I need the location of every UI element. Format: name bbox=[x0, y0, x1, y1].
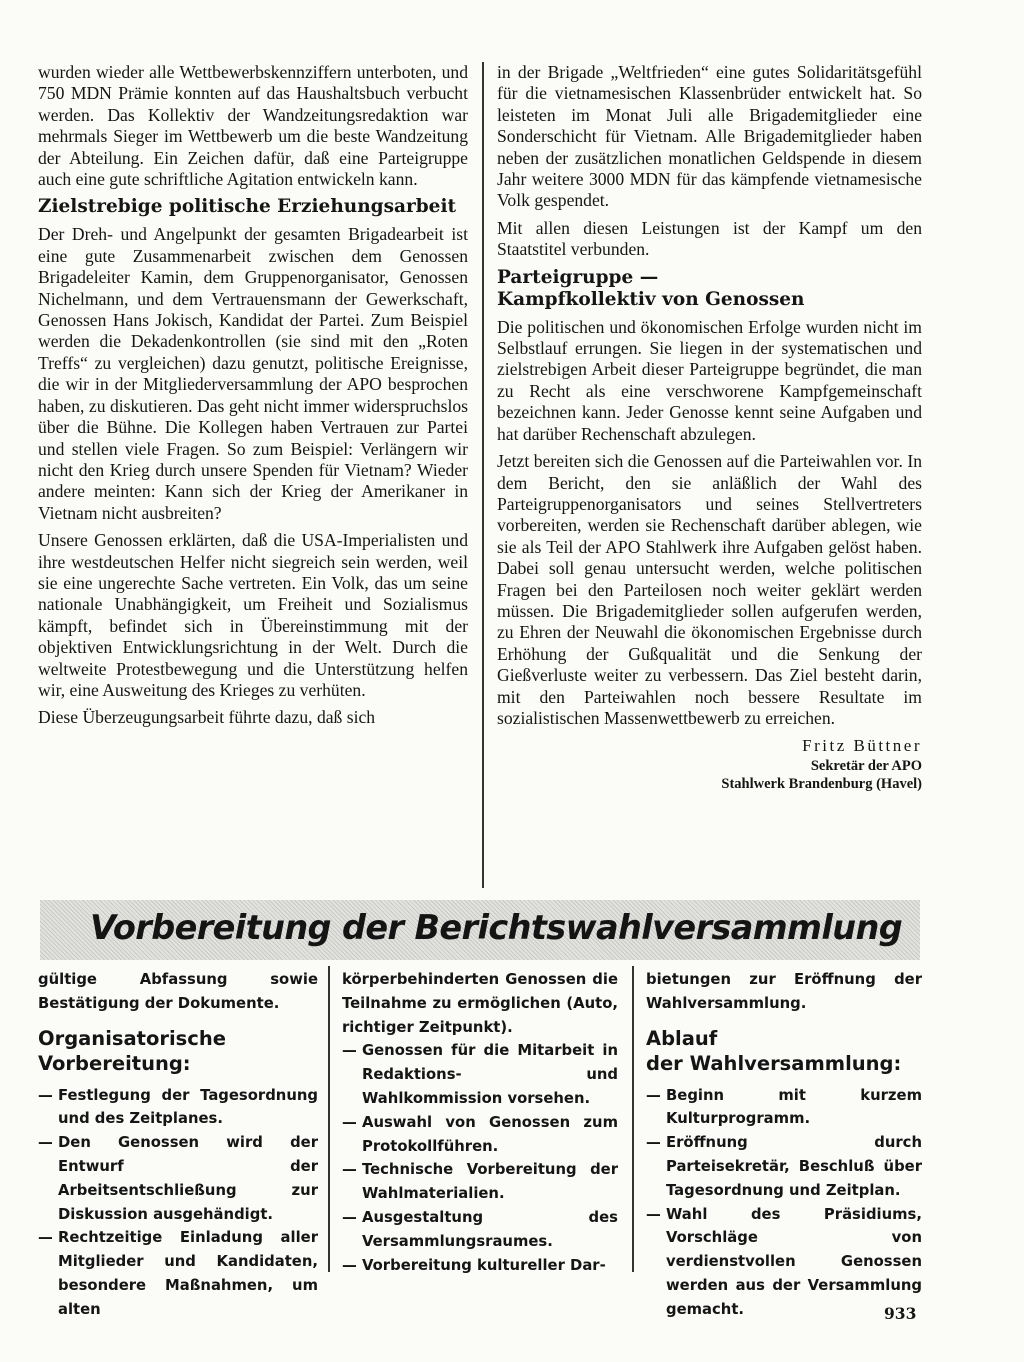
list-item: — Vorbereitung kultureller Dar- bbox=[342, 1254, 618, 1278]
bullet-list bbox=[38, 1084, 318, 1322]
paragraph: bietungen zur Eröffnung der Wahlversammlung. bbox=[646, 971, 922, 1012]
heading-line: Parteigruppe — bbox=[497, 266, 659, 288]
paragraph: Diese Überzeugungsarbeit führte dazu, daß sich bbox=[38, 707, 376, 728]
page-number: 933 bbox=[884, 1304, 917, 1323]
list-item: — Wahl des Präsidiums, Vorschläge von verdienstvollen Genossen werden aus der Versammlung gemacht. bbox=[646, 1203, 922, 1322]
list-item: — Den Genossen wird der Entwurf der Arbeitsentschließung zur Diskussion ausgehändigt. bbox=[38, 1131, 318, 1226]
section-heading bbox=[497, 267, 922, 311]
article-column-left bbox=[38, 62, 468, 735]
paragraph: Jetzt bereiten sich die Genossen auf die Parteiwahlen vor. In dem Bericht, den sie anläßlich der Wahl des Parteigruppenorganisators und seines Stellvertreters vorbereiten, werden sie Rechenschaft darüber ablegen, wie sie als Teil der APO Stahlwerk ihre Aufgaben gelöst haben. Dabei soll genau untersucht werden, welche politischen Fragen bei den Parteilosen noch weiter geklärt werden müssen. Die Brigademitglieder sollen aufgerufen werden, zu Ehren der Neuwahl die ökonomischen Ergebnisse durch Erhöhung der Gußqualität und die Senkung der Gießverluste weiter zu verbessern. Das Ziel besteht darin, mit den Parteiwahlen noch bessere Resultate im sozialistischen Massenwettbewerb zu erreichen. bbox=[497, 451, 922, 728]
paragraph: in der Brigade „Weltfrieden“ eine gutes Solidaritätsgefühl für die vietnamesischen Klassenbrüder entwickelt hat. So leisteten im Monat Juli alle Brigademitglieder eine Sonderschicht für Vietnam. Alle Brigademitglieder haben neben der zusätzlichen monatlichen Geldspende in diesem Jahr weitere 3000 MDN für das kämpfende vietnamesische Volk gespendet. bbox=[497, 62, 922, 211]
section-banner bbox=[40, 900, 920, 960]
paragraph: Die politischen und ökonomischen Erfolge wurden nicht im Selbstlauf errungen. Sie liegen in der systematischen und zielstrebigen Arbeit dieser Parteigruppe begründet, die man zu Recht als eine verschworene Kampfgemeinschaft bezeichnen kann. Jeder Genosse kennt seine Aufgaben und hat darüber Rechenschaft abzulegen. bbox=[497, 316, 922, 444]
column-divider bbox=[482, 62, 484, 888]
heading-line: Vorbereitung: bbox=[38, 1051, 191, 1075]
bullet-list bbox=[646, 1084, 922, 1322]
list-item: — Festlegung der Tagesordnung und des Zeitplanes. bbox=[38, 1084, 318, 1132]
paragraph: gültige Abfassung sowie Bestätigung der Dokumente. bbox=[38, 971, 318, 1012]
column-divider bbox=[328, 966, 330, 1272]
paragraph: Mit allen diesen Leistungen ist der Kampf um den Staatstitel verbunden. bbox=[497, 217, 922, 260]
heading-line: Ablauf bbox=[646, 1026, 718, 1050]
bottom-column-2 bbox=[342, 968, 618, 1277]
list-item: — Genossen für die Mitarbeit in Redaktions- und Wahlkommission vorsehen. bbox=[342, 1039, 618, 1110]
paragraph: körperbehinderten Genossen die Teilnahme zu ermöglichen (Auto, richtiger Zeitpunkt). bbox=[342, 971, 618, 1036]
article-column-right bbox=[497, 62, 922, 793]
subsection-heading bbox=[646, 1026, 922, 1076]
list-item: — Ausgestaltung des Versammlungsraumes. bbox=[342, 1206, 618, 1254]
signature-block bbox=[497, 735, 922, 792]
author-affiliation: Stahlwerk Brandenburg (Havel) bbox=[721, 775, 922, 792]
list-item: — Technische Vorbereitung der Wahlmaterialien. bbox=[342, 1158, 618, 1206]
column-divider bbox=[632, 966, 634, 1272]
section-heading: Zielstrebige politische Erziehungsarbeit bbox=[38, 196, 457, 218]
list-item: — Eröffnung durch Parteisekretär, Beschluß über Tagesordnung und Zeitplan. bbox=[646, 1131, 922, 1202]
heading-line: der Wahlversammlung: bbox=[646, 1051, 902, 1075]
paragraph: wurden wieder alle Wettbewerbskennziffern unterboten, und 750 MDN Prämie konnten auf das Haushaltsbuch verbucht werden. Das Kollektiv der Wandzeitungsredaktion war mehrmals Sieger im Wettbewerb um die beste Wandzeitung der Abteilung. Ein Zeichen dafür, daß eine Parteigruppe auch eine gute schriftliche Agitation entwickeln kann. bbox=[38, 62, 468, 190]
paragraph: Der Dreh- und Angelpunkt der gesamten Brigadearbeit ist eine gute Zusammenarbeit zwischen dem Genossen Brigadeleiter Kamin, dem Gruppenorganisator, Genossen Nichelmann, und dem Vertrauensmann der Gewerkschaft, Genossen Hans Jokisch, Kandidat der Partei. Zum Beispiel werden die Dekadenkontrollen (sie sind mit den „Roten Treffs“ zu vergleichen) dazu genutzt, politische Ereignisse, die wir in der Mitgliederversammlung der APO besprochen haben, zu diskutieren. Das geht nicht immer widerspruchslos über die Bühne. Die Kollegen haben Vertrauen zur Partei und stellen viele Fragen. So zum Beispiel: Verlängern wir nicht den Krieg durch unsere Spenden für Vietnam? Wieder andere meinten: Kann sich der Krieg der Amerikaner in Vietnam nicht ausbreiten? bbox=[38, 224, 468, 523]
paragraph: Unsere Genossen erklärten, daß die USA-Imperialisten und ihre westdeutschen Helfer nicht siegreich sein werden, weil sie eine ungerechte Sache vertreten. Ein Volk, das um seine nationale Unabhängigkeit, um Freiheit und Sozialismus kämpft, befindet sich in Übereinstimmung mit der objektiven Entwicklungsrichtung in der Welt. Durch die weltweite Protestbewegung und die Unterstützung helfen wir, eine Ausweitung des Krieges zu verhüten. bbox=[38, 530, 468, 700]
banner-title: Vorbereitung der Berichtswahlversammlung bbox=[90, 908, 903, 947]
list-item: — Rechtzeitige Einladung aller Mitglieder und Kandidaten, besondere Maßnahmen, um alten bbox=[38, 1226, 318, 1321]
bottom-column-3 bbox=[646, 968, 922, 1322]
list-item: — Beginn mit kurzem Kulturprogramm. bbox=[646, 1084, 922, 1132]
bottom-column-1 bbox=[38, 968, 318, 1322]
heading-line: Kampfkollektiv von Genossen bbox=[497, 288, 805, 310]
author-name: Fritz Büttner bbox=[802, 736, 922, 756]
author-role: Sekretär der APO bbox=[810, 757, 922, 774]
list-item: — Auswahl von Genossen zum Protokollführen. bbox=[342, 1111, 618, 1159]
heading-line: Organisatorische bbox=[38, 1026, 226, 1050]
bullet-list bbox=[342, 1039, 618, 1277]
subsection-heading bbox=[38, 1026, 318, 1076]
